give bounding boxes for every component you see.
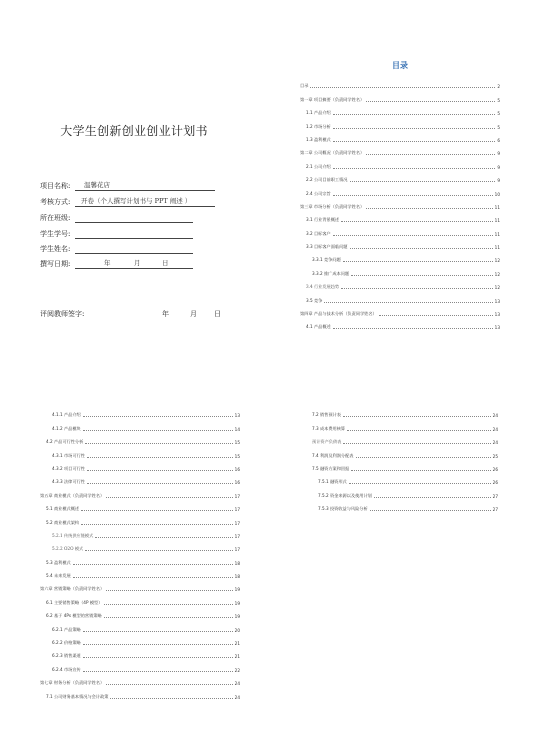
field-student-name xyxy=(40,244,200,254)
toc-entry[interactable] xyxy=(40,579,240,592)
toc-leader-dots xyxy=(351,275,493,276)
toc-entry[interactable] xyxy=(306,445,498,458)
toc-entry-page: 19 xyxy=(234,614,240,620)
toc-entry[interactable] xyxy=(40,405,240,418)
toc-entry-title: 2.2 公司目前职工情况 xyxy=(306,177,348,183)
reviewer-signature xyxy=(40,309,230,319)
toc-entry-title: 2.1 公司介绍 xyxy=(306,163,331,169)
toc-entry[interactable] xyxy=(40,686,240,699)
toc-entry-title: 第四章 产品与技术分析（负责同学姓名） xyxy=(300,311,377,317)
toc-entry-title: 6.2.2 价格策略 xyxy=(52,640,81,646)
toc-entry-title: 4.1.1 产品介绍 xyxy=(52,412,81,418)
toc-entry-title: 1.1 产品介绍 xyxy=(306,110,331,116)
toc-list xyxy=(300,76,500,330)
toc-leader-dots xyxy=(85,443,232,444)
toc-entry-title: 第二章 公司概况（负责同学姓名） xyxy=(300,150,365,156)
toc-entry-title: 5.2.2 O2O 模式 xyxy=(52,546,84,552)
field-label: 项目名称: xyxy=(40,182,71,190)
toc-entry-page: 20 xyxy=(234,627,240,633)
toc-entry-page: 13 xyxy=(234,413,240,419)
toc-entry-title: 7.5 融资方案和回报 xyxy=(312,465,350,471)
toc-leader-dots xyxy=(106,684,233,685)
field-underline xyxy=(75,190,215,191)
toc-entry-title: 3.5 竞争 xyxy=(306,297,323,303)
toc-leader-dots xyxy=(324,302,492,303)
toc-entry-page: 13 xyxy=(494,325,500,331)
toc-entry-title: 第一章 项目摘要（负责同学姓名） xyxy=(300,96,365,102)
toc-entry-page: 2 xyxy=(497,84,500,90)
toc-entry-title: 3.4 行业发展趋势 xyxy=(306,284,340,290)
toc-leader-dots xyxy=(333,235,493,236)
toc-entry-page: 17 xyxy=(234,493,240,499)
toc-entry-page: 12 xyxy=(494,285,500,291)
toc-leader-dots xyxy=(343,443,490,444)
toc-leader-dots xyxy=(366,101,495,102)
toc-entry[interactable] xyxy=(40,539,240,552)
toc-entry-title: 5.1 商业模式概述 xyxy=(46,506,80,512)
toc-entry-title: 2.4 公司宗旨 xyxy=(306,190,331,196)
toc-leader-dots xyxy=(87,457,233,458)
toc-entry-title: 4.1.2 产品模块 xyxy=(52,425,81,431)
toc-entry[interactable] xyxy=(300,290,500,303)
toc-leader-dots xyxy=(351,470,490,471)
toc-leader-dots xyxy=(341,288,493,289)
toc-leader-dots xyxy=(343,261,493,262)
toc-entry[interactable] xyxy=(300,183,500,196)
toc-entry[interactable] xyxy=(40,659,240,672)
toc-entry-page: 24 xyxy=(492,440,498,446)
toc-entry-page: 21 xyxy=(234,641,240,647)
toc-entry-title: 6.2.3 销售渠道 xyxy=(52,653,81,659)
toc-entry[interactable] xyxy=(306,485,498,498)
toc-entry[interactable] xyxy=(40,472,240,485)
toc-entry-page: 15 xyxy=(234,453,240,459)
toc-entry-page: 12 xyxy=(494,258,500,264)
toc-leader-dots xyxy=(104,617,233,618)
toc-entry[interactable] xyxy=(300,116,500,129)
toc-entry-title: 7.5.2 资金来源以及使用计划 xyxy=(318,492,372,498)
toc-entry-page: 27 xyxy=(492,507,498,513)
toc-leader-dots xyxy=(83,671,233,672)
toc-entry-title: 4.2 产品可行性分析 xyxy=(46,439,84,445)
toc-entry[interactable] xyxy=(40,499,240,512)
field-underline xyxy=(75,206,215,207)
toc-entry-page: 5 xyxy=(497,111,500,117)
toc-entry-page: 11 xyxy=(494,204,500,210)
toc-entry-title: 第七章 财务分析（负责同学姓名） xyxy=(40,680,105,686)
toc-leader-dots xyxy=(350,248,493,249)
toc-leader-dots xyxy=(106,590,233,591)
sign-day: 日 xyxy=(214,310,221,318)
toc-leader-dots xyxy=(347,430,491,431)
toc-entry[interactable] xyxy=(40,619,240,632)
sign-label: 评阅教师签字: xyxy=(40,310,85,318)
toc-entry[interactable] xyxy=(300,76,500,89)
cover-page xyxy=(0,0,268,378)
toc-leader-dots xyxy=(73,577,233,578)
field-project-name xyxy=(40,181,220,191)
toc-leader-dots xyxy=(110,698,232,699)
toc-entry-title: 6.2 基于 4Ps 模型的营销策略 xyxy=(46,613,102,619)
toc-entry[interactable] xyxy=(40,432,240,445)
toc-entry[interactable] xyxy=(300,197,500,210)
toc-leader-dots xyxy=(333,128,496,129)
toc-entry-page: 15 xyxy=(234,440,240,446)
toc-entry-title: 第六章 营销策略（负责同学姓名） xyxy=(40,586,105,592)
date-year: 年 xyxy=(104,259,111,267)
sign-month: 月 xyxy=(190,310,197,318)
date-day: 日 xyxy=(162,259,169,267)
field-date xyxy=(40,259,200,269)
toc-leader-dots xyxy=(333,114,496,115)
toc-entry-page: 19 xyxy=(234,600,240,606)
toc-entry-title: 5.4 未来发展 xyxy=(46,573,71,579)
toc-leader-dots xyxy=(366,208,493,209)
field-underline xyxy=(75,253,193,254)
field-class xyxy=(40,213,200,223)
toc-leader-dots xyxy=(333,168,496,169)
toc-list xyxy=(40,405,240,700)
field-value: 开卷（个人撰写计划书与 PPT 阐述 ） xyxy=(81,197,192,205)
toc-leader-dots xyxy=(85,550,232,551)
toc-leader-dots xyxy=(83,416,233,417)
toc-list xyxy=(306,405,498,512)
toc-entry[interactable] xyxy=(300,103,500,116)
toc-leader-dots xyxy=(95,537,232,538)
field-label: 考核方式: xyxy=(40,198,71,206)
toc-entry-page: 24 xyxy=(234,681,240,687)
toc-leader-dots xyxy=(106,497,233,498)
toc-entry-title: 4.1 产品概述 xyxy=(306,324,331,330)
toc-entry-title: 3.3.2 推广成本问题 xyxy=(312,270,350,276)
toc-leader-dots xyxy=(333,328,493,329)
cover-title: 大学生创新创业创业计划书 xyxy=(60,124,208,138)
toc-entry-page: 24 xyxy=(234,694,240,700)
toc-entry-page: 17 xyxy=(234,533,240,539)
toc-entry[interactable] xyxy=(300,170,500,183)
toc-entry[interactable] xyxy=(306,472,498,485)
toc-entry[interactable] xyxy=(300,250,500,263)
field-label: 所在班级: xyxy=(40,214,71,222)
toc-leader-dots xyxy=(333,141,496,142)
toc-entry-title: 5.2.1 传统供应链模式 xyxy=(52,532,94,538)
toc-entry[interactable] xyxy=(40,445,240,458)
toc-leader-dots xyxy=(81,524,233,525)
toc-entry-page: 16 xyxy=(234,466,240,472)
toc-entry[interactable] xyxy=(300,143,500,156)
date-month: 月 xyxy=(134,259,141,267)
field-assessment xyxy=(40,197,220,207)
toc-entry-title: 4.3.3 法律可行性 xyxy=(52,479,85,485)
toc-entry-page: 21 xyxy=(234,654,240,660)
toc-entry-title: 目录 xyxy=(300,83,309,89)
toc-leader-dots xyxy=(310,87,495,88)
field-underline xyxy=(75,238,193,239)
toc-leader-dots xyxy=(366,154,495,155)
field-value: 温馨花店 xyxy=(84,181,110,189)
toc-page-3 xyxy=(306,405,498,525)
toc-entry-page: 6 xyxy=(497,137,500,143)
toc-leader-dots xyxy=(356,457,491,458)
toc-entry-title: 1.2 市场分析 xyxy=(306,123,331,129)
toc-entry-page: 17 xyxy=(234,520,240,526)
toc-leader-dots xyxy=(87,483,233,484)
field-underline xyxy=(75,222,193,223)
toc-entry-page: 5 xyxy=(497,97,500,103)
toc-entry-page: 17 xyxy=(234,507,240,513)
toc-entry[interactable] xyxy=(300,210,500,223)
toc-entry-page: 9 xyxy=(497,164,500,170)
toc-leader-dots xyxy=(87,470,233,471)
toc-entry-title: 4.3.2 项目可行性 xyxy=(52,465,85,471)
toc-entry-title: 6.2.4 市场宣传 xyxy=(52,666,81,672)
toc-entry-title: 7.1 公司财务基本情况与会计政策 xyxy=(46,693,109,699)
toc-entry-title: 5.3 盈利模式 xyxy=(46,559,71,565)
toc-entry-page: 26 xyxy=(492,480,498,486)
toc-entry[interactable] xyxy=(300,304,500,317)
toc-entry[interactable] xyxy=(40,592,240,605)
toc-entry-page: 11 xyxy=(494,245,500,251)
toc-entry-title: 7.4 利润及利润分配表 xyxy=(312,452,354,458)
toc-page-1 xyxy=(300,60,500,360)
toc-leader-dots xyxy=(81,510,233,511)
toc-leader-dots xyxy=(370,510,491,511)
toc-entry-title: 1.3 盈利模式 xyxy=(306,136,331,142)
toc-entry[interactable] xyxy=(40,552,240,565)
toc-entry[interactable] xyxy=(306,405,498,418)
field-label: 学生学号: xyxy=(40,230,71,238)
toc-entry-page: 9 xyxy=(497,178,500,184)
toc-entry-page: 24 xyxy=(492,413,498,419)
toc-entry-title: 6.1 主要销售策略（4P 模型） xyxy=(46,599,103,605)
toc-entry-page: 11 xyxy=(494,218,500,224)
toc-entry[interactable] xyxy=(40,459,240,472)
toc-entry-title: 3.3 目标客户面临问题 xyxy=(306,244,348,250)
toc-leader-dots xyxy=(379,315,493,316)
toc-entry[interactable] xyxy=(300,237,500,250)
toc-entry[interactable] xyxy=(300,317,500,330)
toc-entry[interactable] xyxy=(300,277,500,290)
toc-entry-title: 预计资产负债表 xyxy=(312,439,342,445)
toc-entry-page: 12 xyxy=(494,271,500,277)
toc-entry-title: 3.1 行业背景概述 xyxy=(306,217,340,223)
toc-leader-dots xyxy=(104,604,232,605)
field-student-id xyxy=(40,229,200,239)
field-underline xyxy=(75,268,193,269)
toc-entry-page: 17 xyxy=(234,547,240,553)
toc-entry-title: 5.2 商业模式架构 xyxy=(46,519,80,525)
toc-entry-page: 27 xyxy=(492,493,498,499)
toc-entry-page: 19 xyxy=(234,587,240,593)
toc-entry-page: 16 xyxy=(234,480,240,486)
toc-entry[interactable] xyxy=(300,130,500,143)
toc-entry-page: 14 xyxy=(234,426,240,432)
field-label: 撰写日期: xyxy=(40,260,71,268)
toc-entry[interactable] xyxy=(306,459,498,472)
toc-entry-title: 7.5.1 融资形式 xyxy=(318,479,347,485)
toc-entry-title: 4.3.1 市场可行性 xyxy=(52,452,85,458)
toc-entry-page: 11 xyxy=(494,231,500,237)
toc-entry[interactable] xyxy=(40,418,240,431)
toc-entry-page: 13 xyxy=(494,298,500,304)
toc-entry[interactable] xyxy=(300,156,500,169)
toc-entry[interactable] xyxy=(40,633,240,646)
toc-entry[interactable] xyxy=(40,606,240,619)
toc-entry-title: 7.5.3 投资收益与风险分析 xyxy=(318,506,368,512)
toc-entry-page: 9 xyxy=(497,151,500,157)
sign-year: 年 xyxy=(162,310,169,318)
toc-entry[interactable] xyxy=(40,673,240,686)
toc-entry[interactable] xyxy=(40,526,240,539)
toc-entry[interactable] xyxy=(300,89,500,102)
toc-page-2 xyxy=(40,405,240,735)
toc-entry-page: 24 xyxy=(492,426,498,432)
toc-leader-dots xyxy=(83,430,233,431)
toc-entry-title: 6.2.1 产品策略 xyxy=(52,626,81,632)
toc-leader-dots xyxy=(350,181,496,182)
toc-leader-dots xyxy=(83,631,233,632)
toc-entry-page: 18 xyxy=(234,560,240,566)
toc-entry[interactable] xyxy=(300,223,500,236)
field-label: 学生姓名: xyxy=(40,245,71,253)
toc-entry-page: 18 xyxy=(234,574,240,580)
toc-entry[interactable] xyxy=(40,566,240,579)
toc-entry[interactable] xyxy=(306,499,498,512)
toc-entry-title: 第五章 商业模式（负责同学姓名） xyxy=(40,492,105,498)
toc-entry[interactable] xyxy=(306,418,498,431)
toc-leader-dots xyxy=(333,195,493,196)
toc-entry[interactable] xyxy=(306,432,498,445)
toc-leader-dots xyxy=(341,221,493,222)
toc-entry-page: 25 xyxy=(492,453,498,459)
toc-entry[interactable] xyxy=(40,485,240,498)
toc-entry-title: 7.3 成本费用核算 xyxy=(312,425,346,431)
toc-entry-title: 3.2 目标客户 xyxy=(306,230,331,236)
toc-leader-dots xyxy=(343,416,491,417)
toc-entry-page: 10 xyxy=(494,191,500,197)
toc-leader-dots xyxy=(349,483,491,484)
toc-leader-dots xyxy=(374,497,491,498)
toc-leader-dots xyxy=(83,657,233,658)
toc-entry-page: 5 xyxy=(497,124,500,130)
toc-entry[interactable] xyxy=(40,646,240,659)
toc-entry-title: 7.2 销售预计表 xyxy=(312,412,341,418)
toc-entry-page: 26 xyxy=(492,466,498,472)
toc-leader-dots xyxy=(73,564,233,565)
toc-entry-title: 3.3.1 竞争问题 xyxy=(312,257,341,263)
toc-heading: 目录 xyxy=(392,61,408,70)
toc-entry-page: 13 xyxy=(494,312,500,318)
toc-entry-title: 第三章 市场分析（负责同学姓名） xyxy=(300,203,365,209)
toc-leader-dots xyxy=(83,644,233,645)
toc-entry-page: 22 xyxy=(234,667,240,673)
toc-entry[interactable] xyxy=(40,512,240,525)
toc-entry[interactable] xyxy=(300,263,500,276)
